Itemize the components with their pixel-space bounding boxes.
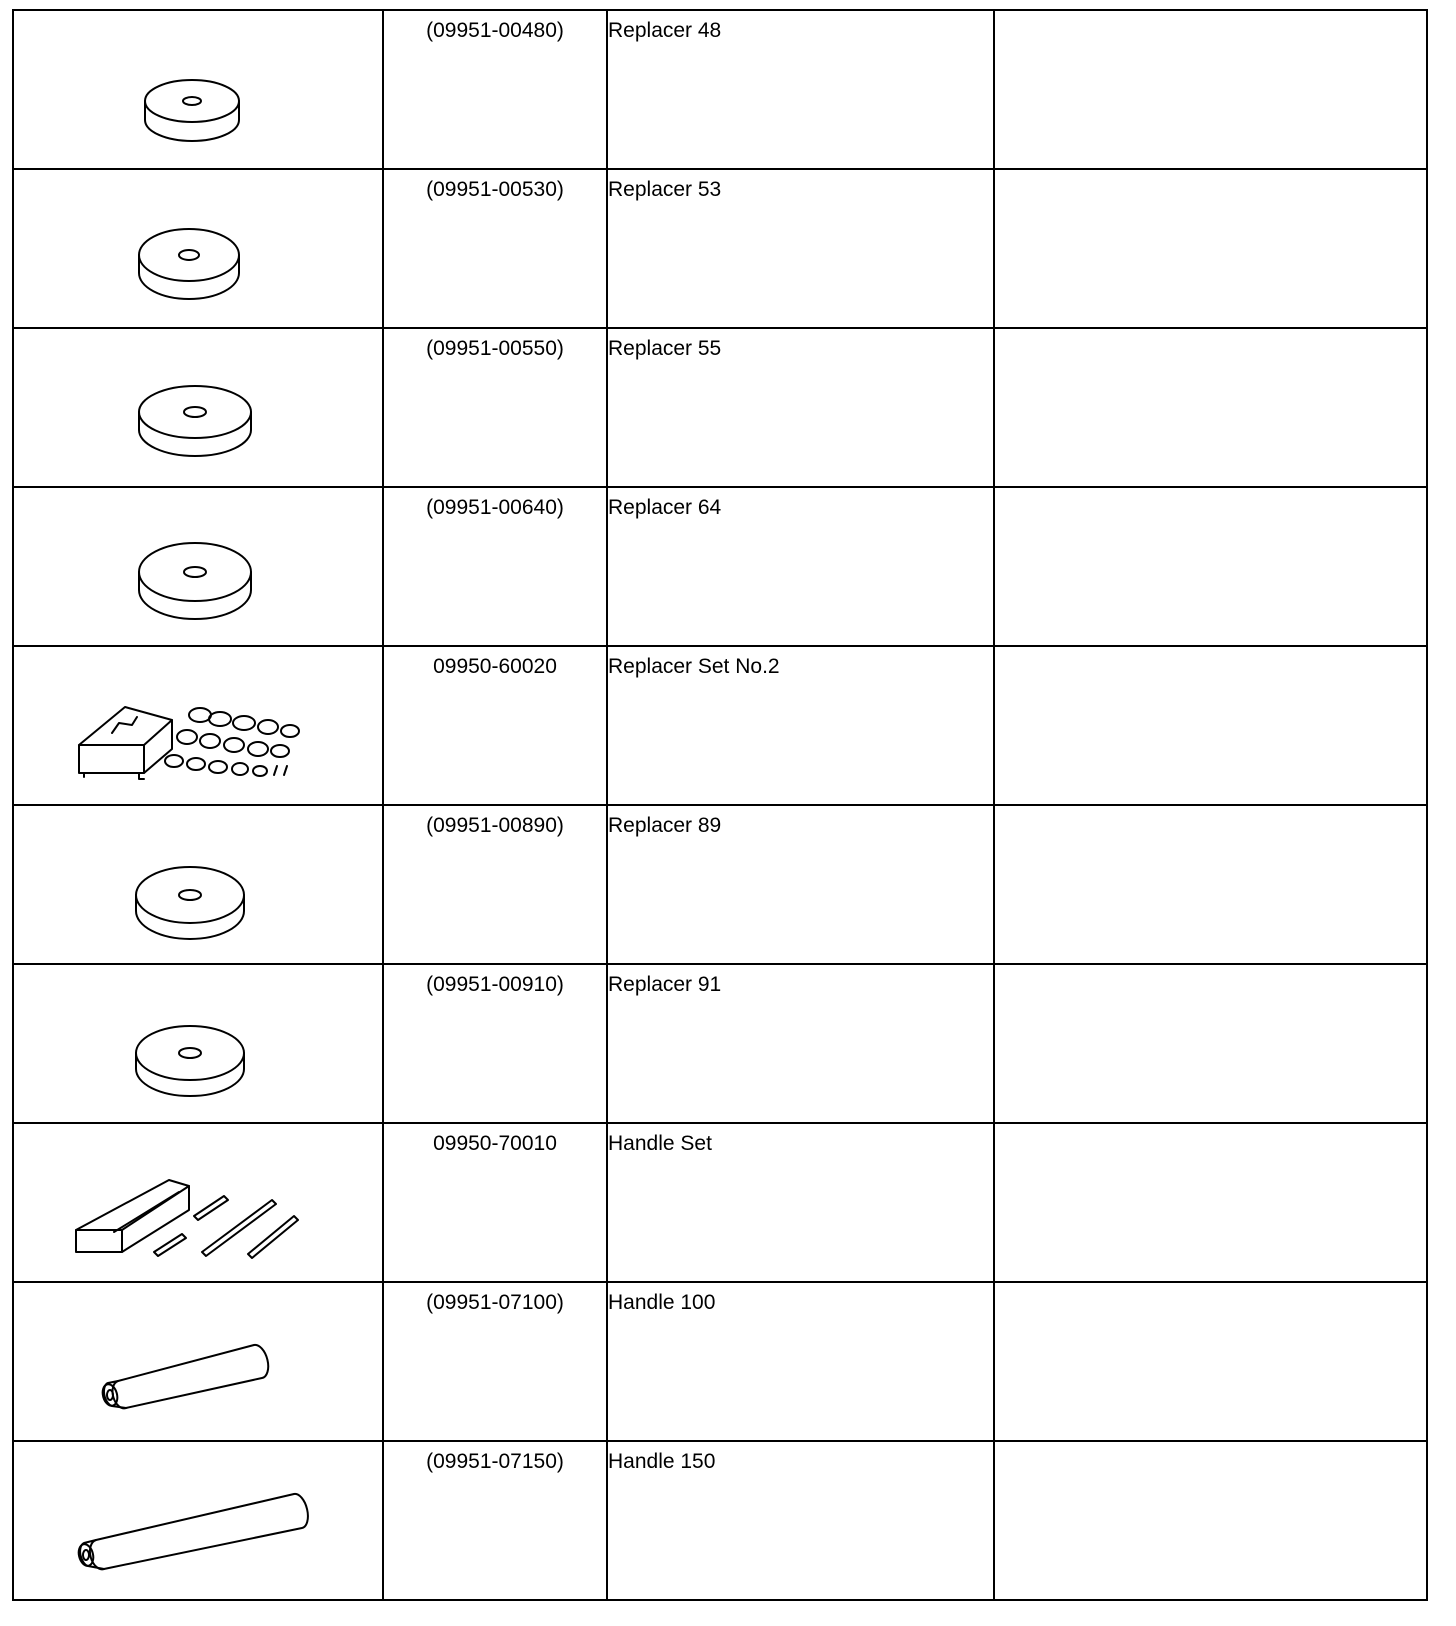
tool-part-number: 09950-60020 bbox=[433, 655, 557, 678]
tool-part-number: (09951-07150) bbox=[426, 1450, 564, 1473]
table-row bbox=[13, 487, 1427, 646]
table-row bbox=[13, 964, 1427, 1123]
tool-illustration-cell bbox=[13, 1282, 383, 1441]
tool-illustration-cell bbox=[13, 964, 383, 1123]
tool-note-cell bbox=[994, 646, 1427, 805]
tool-note-cell bbox=[994, 1123, 1427, 1282]
tool-part-number: (09951-00480) bbox=[426, 19, 564, 42]
handle-bar-icon bbox=[14, 1283, 382, 1440]
replacer-disc-icon bbox=[14, 965, 382, 1122]
handle-bar-icon bbox=[14, 1442, 382, 1599]
tool-note-cell bbox=[994, 805, 1427, 964]
tool-name: Handle 100 bbox=[608, 1291, 716, 1314]
table-row bbox=[13, 1123, 1427, 1282]
tool-note-cell bbox=[994, 328, 1427, 487]
tool-name: Replacer 89 bbox=[608, 814, 722, 837]
tool-note-cell bbox=[994, 487, 1427, 646]
tool-illustration-cell bbox=[13, 1123, 383, 1282]
special-service-tools-table bbox=[12, 9, 1428, 1601]
tool-note-cell bbox=[994, 1282, 1427, 1441]
tool-note-cell bbox=[994, 1441, 1427, 1600]
table-row bbox=[13, 10, 1427, 169]
table-row bbox=[13, 328, 1427, 487]
replacer-disc-icon bbox=[14, 488, 382, 645]
replacer-set-case-icon bbox=[14, 647, 382, 804]
tool-name: Replacer 53 bbox=[608, 178, 722, 201]
tool-name: Handle Set bbox=[608, 1132, 712, 1155]
tool-illustration-cell bbox=[13, 805, 383, 964]
tool-part-number: (09951-07100) bbox=[426, 1291, 564, 1314]
table-row bbox=[13, 646, 1427, 805]
tool-illustration-cell bbox=[13, 487, 383, 646]
replacer-disc-icon bbox=[14, 329, 382, 486]
table-row bbox=[13, 1282, 1427, 1441]
tool-note-cell bbox=[994, 169, 1427, 328]
tool-note-cell bbox=[994, 964, 1427, 1123]
tool-illustration-cell bbox=[13, 1441, 383, 1600]
tool-illustration-cell bbox=[13, 169, 383, 328]
tool-name: Replacer 55 bbox=[608, 337, 722, 360]
tool-name: Replacer 48 bbox=[608, 19, 722, 42]
tool-name: Replacer Set No.2 bbox=[608, 655, 780, 678]
tool-illustration-cell bbox=[13, 646, 383, 805]
table-row bbox=[13, 805, 1427, 964]
table-row bbox=[13, 169, 1427, 328]
replacer-disc-icon bbox=[14, 11, 382, 168]
replacer-disc-icon bbox=[14, 170, 382, 327]
tool-name: Replacer 91 bbox=[608, 973, 722, 996]
tool-name: Handle 150 bbox=[608, 1450, 716, 1473]
tool-part-number: (09951-00910) bbox=[426, 973, 564, 996]
tool-illustration-cell bbox=[13, 328, 383, 487]
tool-part-number: (09951-00550) bbox=[426, 337, 564, 360]
tool-illustration-cell bbox=[13, 10, 383, 169]
tool-part-number: (09951-00640) bbox=[426, 496, 564, 519]
tool-name: Replacer 64 bbox=[608, 496, 722, 519]
tool-part-number: 09950-70010 bbox=[433, 1132, 557, 1155]
table-row bbox=[13, 1441, 1427, 1600]
tool-part-number: (09951-00530) bbox=[426, 178, 564, 201]
tool-note-cell bbox=[994, 10, 1427, 169]
handle-set-case-icon bbox=[14, 1124, 382, 1281]
tool-part-number: (09951-00890) bbox=[426, 814, 564, 837]
replacer-disc-icon bbox=[14, 806, 382, 963]
